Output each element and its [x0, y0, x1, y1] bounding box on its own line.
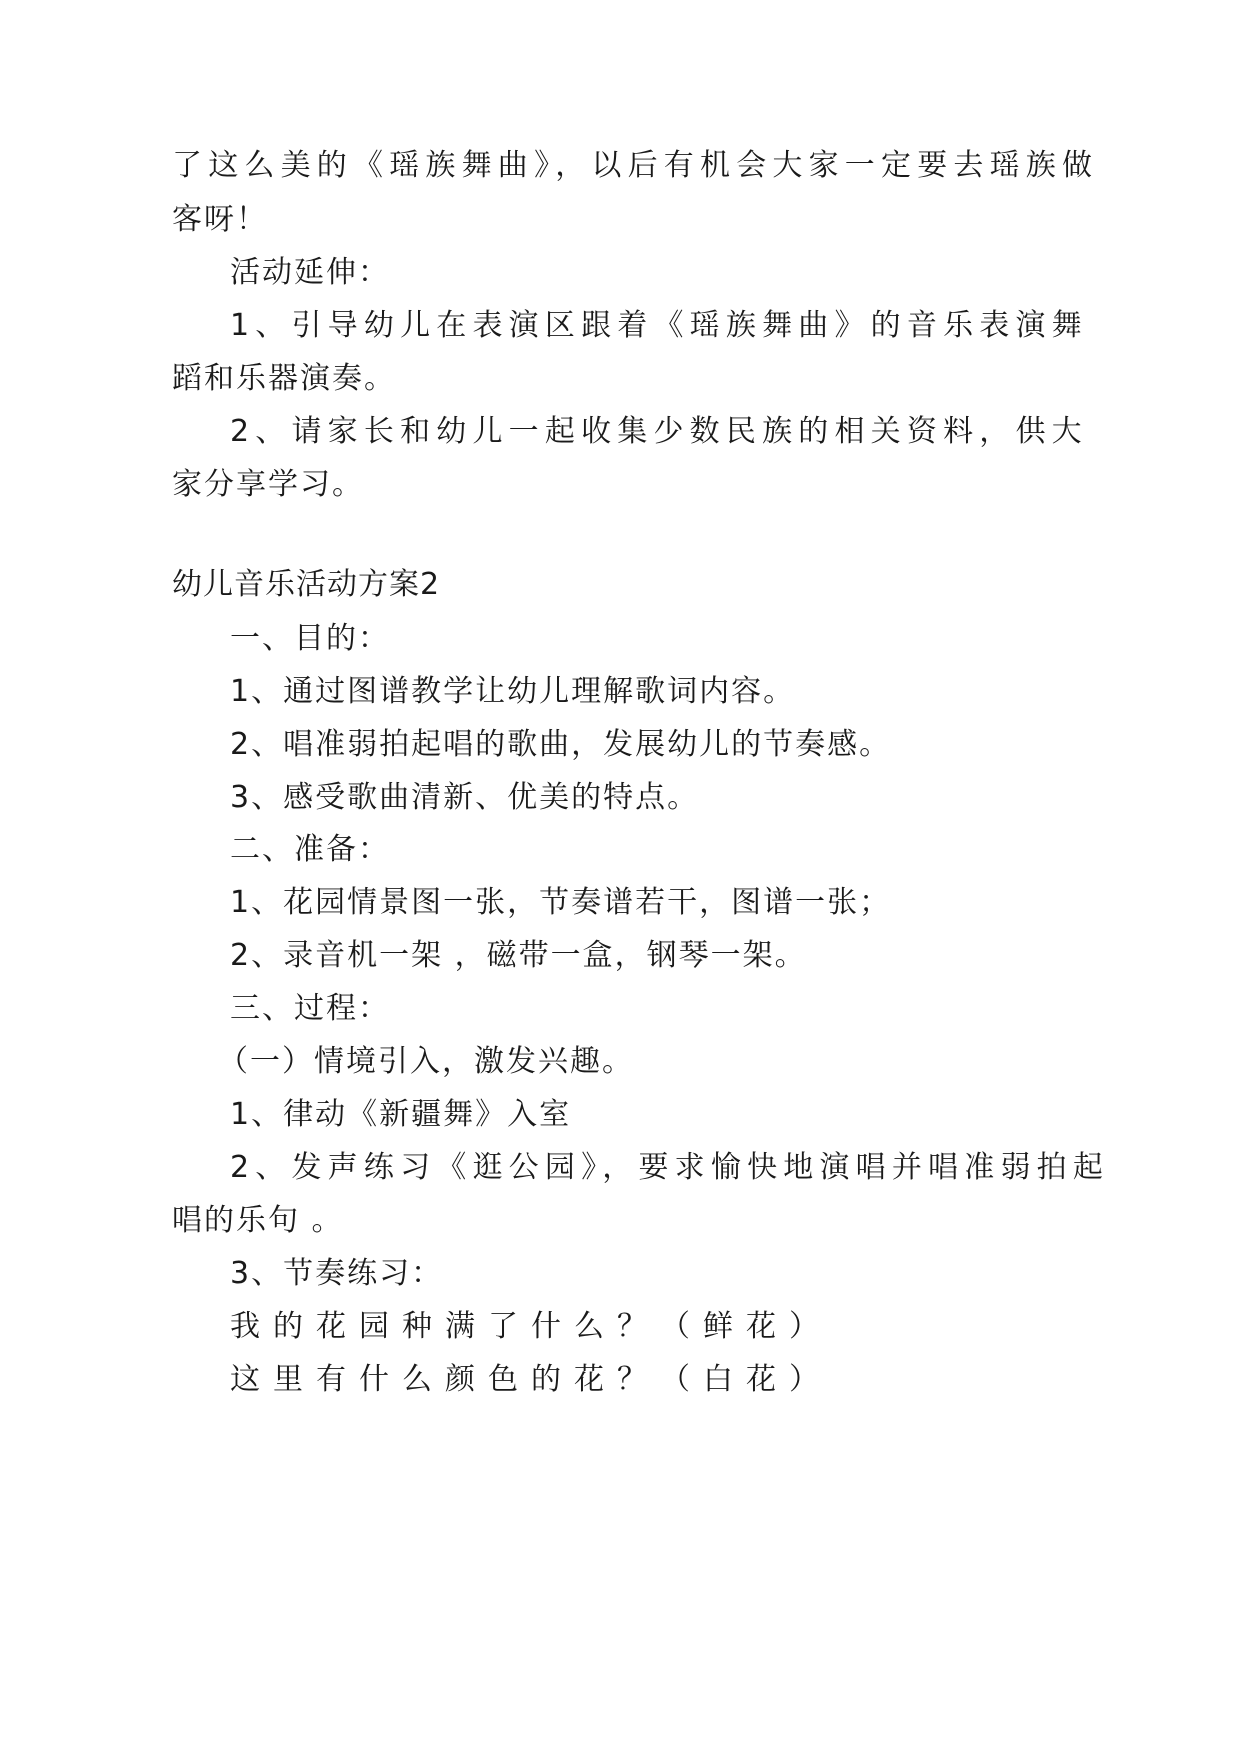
paragraph-line: 2、发声练习《逛公园》，要求愉快地演唱并唱准弱拍起	[230, 1150, 1110, 1185]
section-label: 一、目的：	[230, 621, 390, 656]
paragraph-line: 蹈和乐器演奏。	[172, 361, 396, 396]
paragraph-line: 客呀！	[172, 202, 268, 237]
paragraph-line: 这里有什么颜色的花？（白花）	[230, 1362, 832, 1397]
paragraph-line: 了这么美的《瑶族舞曲》，以后有机会大家一定要去瑶族做	[172, 148, 1099, 183]
section-label: 三、过程：	[230, 991, 390, 1026]
paragraph-line: 1、律动《新疆舞》入室	[230, 1097, 572, 1132]
paragraph-line: 2、唱准弱拍起唱的歌曲，发展幼儿的节奏感。	[230, 727, 892, 762]
paragraph-line: 1、引导幼儿在表演区跟着《瑶族舞曲》的音乐表演舞	[230, 308, 1088, 343]
paragraph-line: 1、通过图谱教学让幼儿理解歌词内容。	[230, 674, 796, 709]
paragraph-line: 唱的乐句 。	[172, 1203, 344, 1238]
paragraph-line: 3、节奏练习：	[230, 1256, 444, 1291]
paragraph-line: 3、感受歌曲清新、优美的特点。	[230, 780, 700, 815]
paragraph-line: 2、录音机一架 ，磁带一盒，钢琴一架。	[230, 938, 807, 973]
paragraph-line: 2、请家长和幼儿一起收集少数民族的相关资料，供大	[230, 414, 1088, 449]
document-heading: 幼儿音乐活动方案2	[172, 567, 441, 602]
section-label: 二、准备：	[230, 832, 390, 867]
paragraph-line: 我的花园种满了什么？（鲜花）	[230, 1309, 832, 1344]
paragraph-line: 家分享学习。	[172, 467, 364, 502]
section-label: 活动延伸：	[230, 255, 390, 290]
paragraph-line: （一）情境引入，激发兴趣。	[218, 1044, 634, 1079]
paragraph-line: 1、花园情景图一张，节奏谱若干，图谱一张；	[230, 885, 892, 920]
